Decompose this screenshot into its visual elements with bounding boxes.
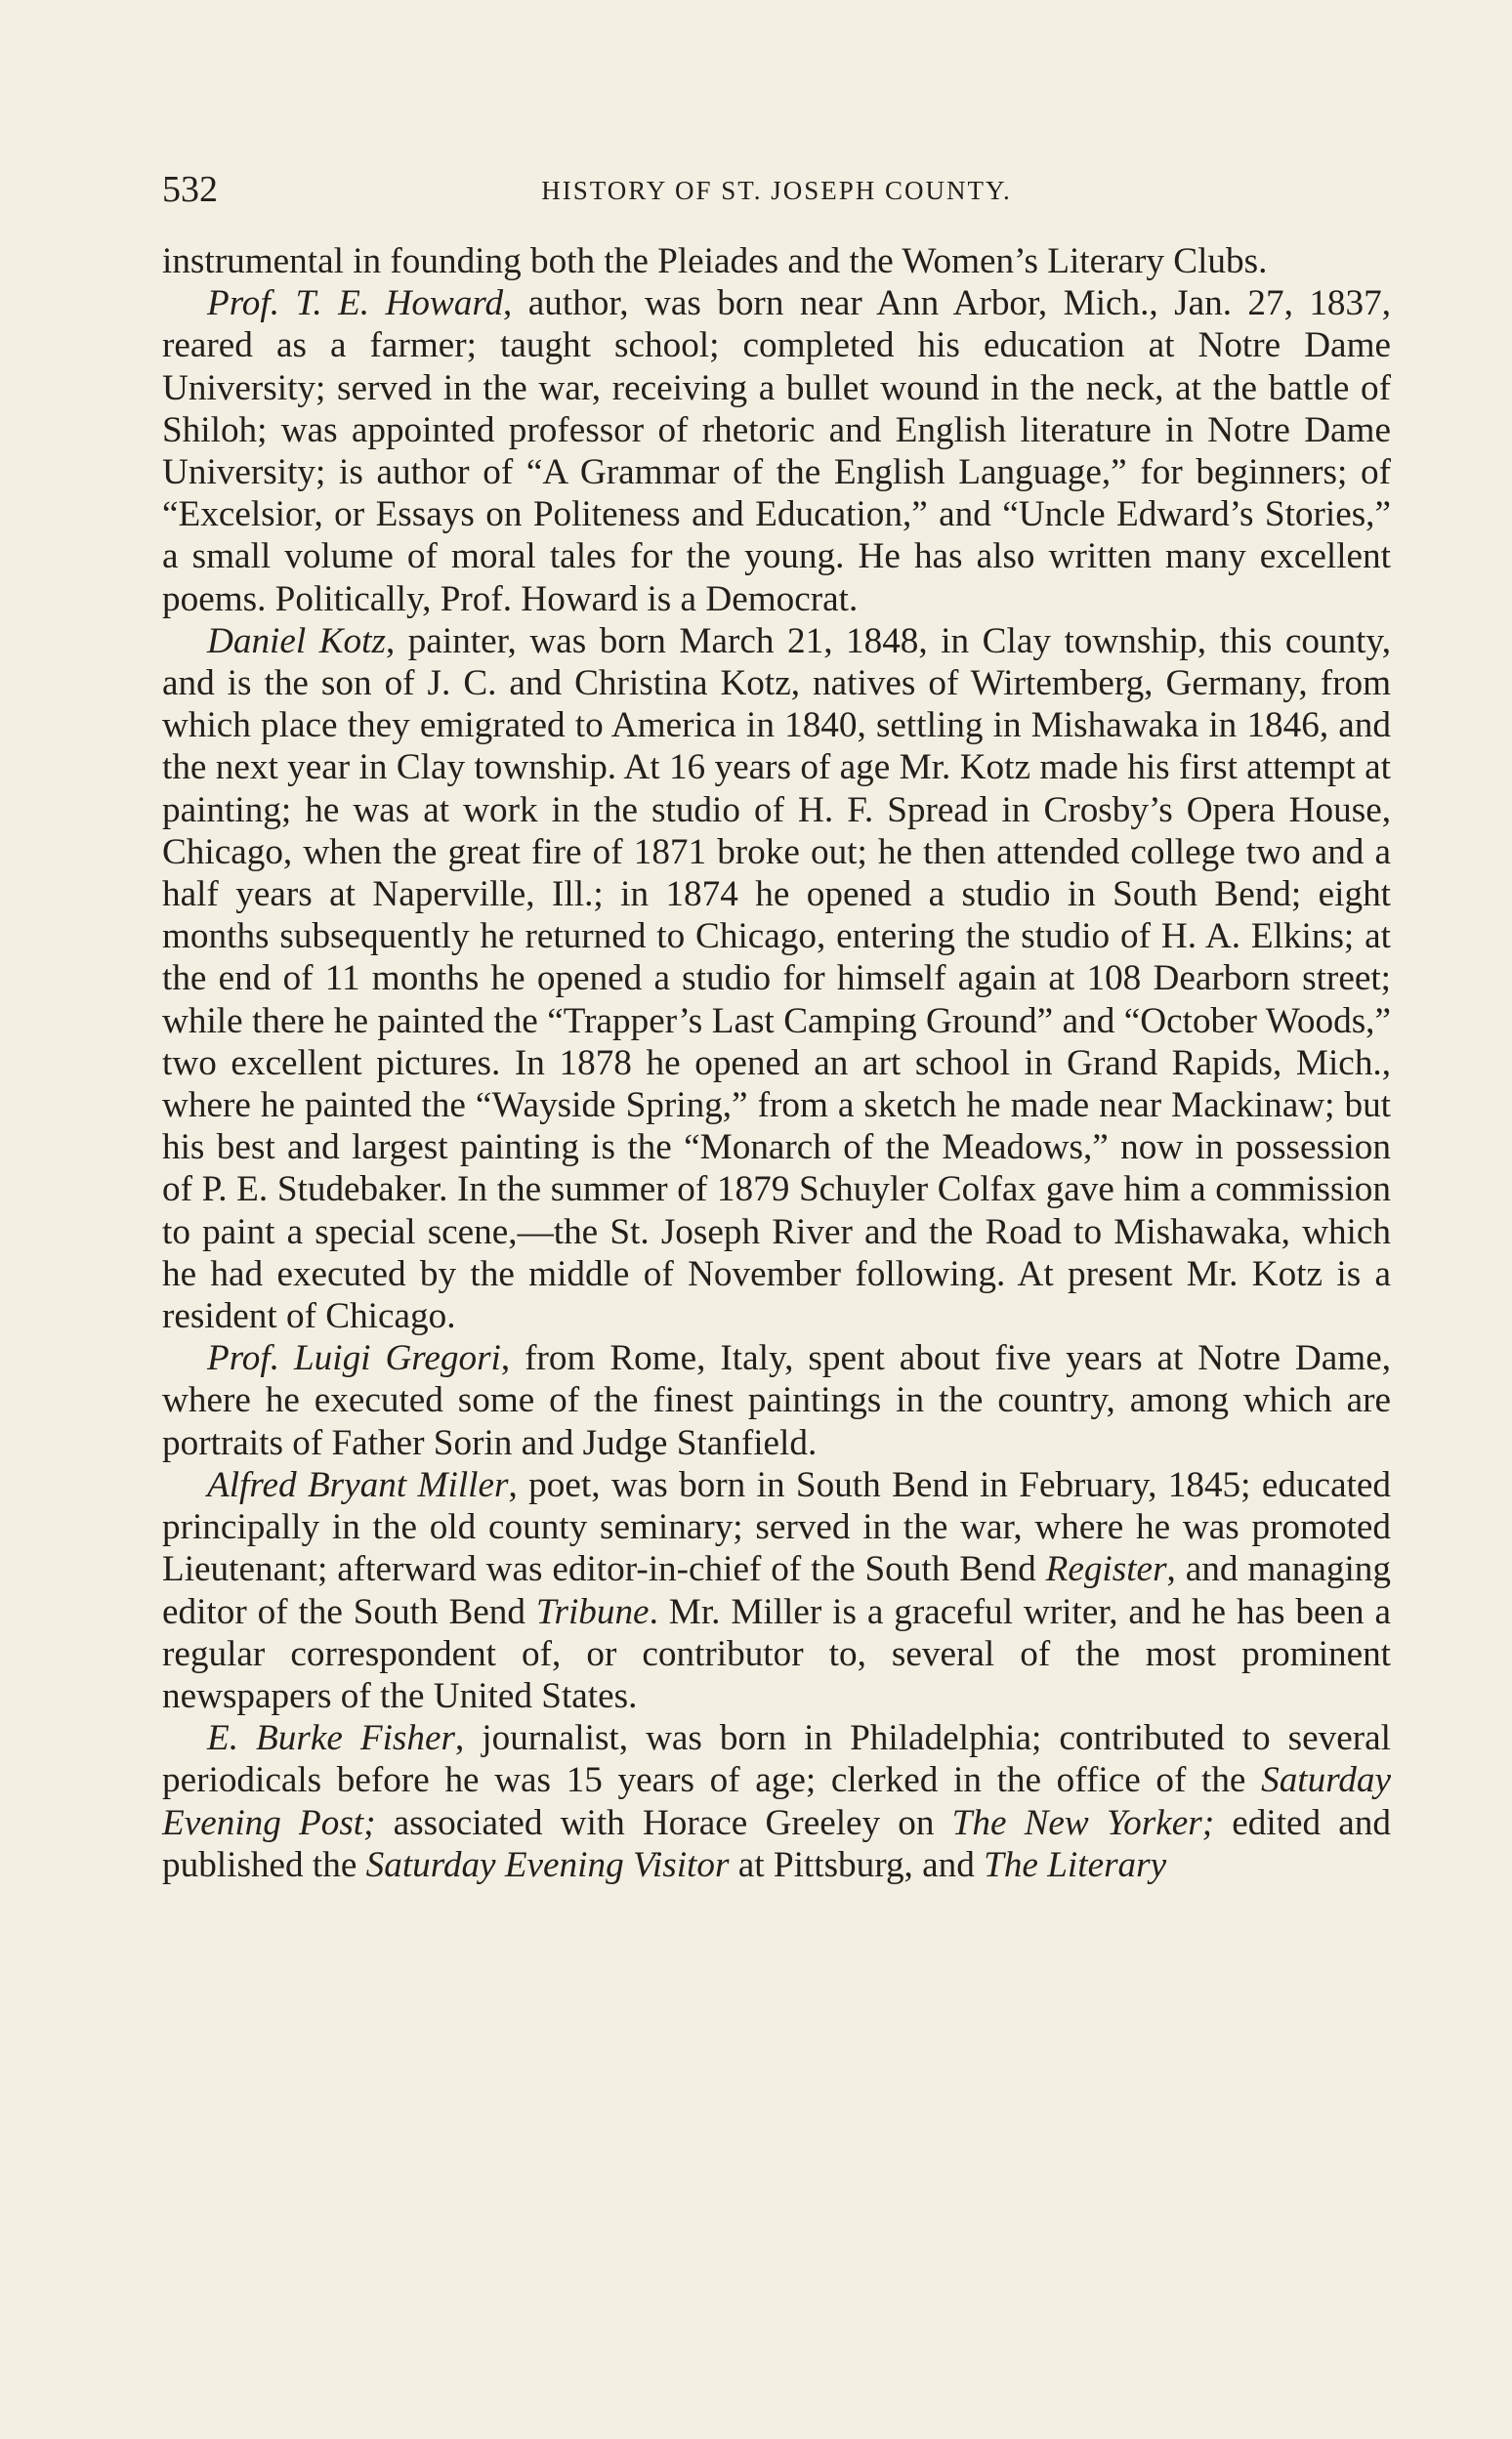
page-header	[162, 156, 1391, 215]
paragraph-text: associated with Horace Greeley on	[375, 1802, 952, 1843]
paragraph-gregori	[162, 1337, 1391, 1464]
paragraph-text: . Mr. Miller is a graceful writer, and he has been a regular correspondent of, or contributor to, several of the most prominent newspapers of the United States.	[162, 1591, 1391, 1716]
publication-title: Register	[1045, 1549, 1167, 1590]
paragraph-continuation	[162, 240, 1391, 282]
paragraph-text: instrumental in founding both the Pleiades and the Women’s Literary Clubs.	[162, 241, 1268, 281]
page-body	[162, 240, 1391, 1886]
paragraph-kotz	[162, 620, 1391, 1337]
publication-title: The Literary	[984, 1844, 1167, 1885]
paragraph-text: edited and published the	[162, 1802, 1391, 1885]
publication-title: Tribune	[535, 1591, 650, 1632]
running-title: HISTORY OF ST. JOSEPH COUNTY.	[541, 176, 1012, 205]
paragraph-text: , poet, was born in South Bend in February, 1845; educated principally in the old county seminary; served in the war, where he was promoted Lieutenant; afterward was editor-in-chief of the South Bend	[162, 1464, 1392, 1590]
book-page	[162, 156, 1391, 1886]
page-number: 532	[162, 169, 218, 210]
paragraph-fisher	[162, 1717, 1391, 1886]
person-name: Alfred Bryant Miller	[207, 1464, 509, 1505]
paragraph-text: , painter, was born March 21, 1848, in Clay township, this county, and is the son of J. C. and Christina Kotz, natives of Wirtemberg, Germany, from which place they emigrated to America in 1840, settling in Mishawaka in 1846, and the next year in Clay township. At 16 years of age Mr. Kotz made his first attempt at painting; he was at work in the studio of H. F. Spread in Crosby’s Opera House, Chicago, when the great fire of 1871 broke out; he then attended college two and a half years at Naperville, Ill.; in 1874 he opened a studio in South Bend; eight months subsequently he returned to Chicago, entering the studio of H. A. Elkins; at the end of 11 months he opened a studio for himself again at 108 Dearborn street; while there he painted the “Trapper’s Last Camping Ground” and “October Woods,” two excellent pictures. In 1878 he opened an art school in Grand Rapids, Mich., where he painted the “Wayside Spring,” from a sketch he made near Mackinaw; but his best and largest painting is the “Monarch of the Meadows,” now in possession of P. E. Studebaker. In the summer of 1879 Schuyler Colfax gave him a commission to paint a special scene,—the St. Joseph River and the Road to Mishawaka, which he had executed by the middle of November following. At present Mr. Kotz is a resident of Chicago.	[162, 620, 1391, 1337]
paragraph-text: , journalist, was born in Philadelphia; contributed to several periodicals before he was 15 years of age; clerked in the office of the	[162, 1718, 1391, 1801]
paragraph-text: , author, was born near Ann Arbor, Mich., Jan. 27, 1837, reared as a farmer; taught school; completed his education at Notre Dame University; served in the war, receiving a bullet wound in the neck, at the battle of Shiloh; was appointed professor of rhetoric and English literature in Notre Dame University; is author of “A Grammar of the English Language,” for beginners; of “Excelsior, or Essays on Politeness and Education,” and “Uncle Edward’s Stories,” a small volume of moral tales for the young. He has also written many excellent poems. Politically, Prof. Howard is a Democrat.	[162, 283, 1391, 619]
paragraph-howard	[162, 282, 1391, 620]
person-name: Daniel Kotz	[207, 620, 386, 661]
paragraph-text: , and managing editor of the South Bend	[162, 1549, 1391, 1632]
person-name: Prof. T. E. Howard	[207, 283, 504, 324]
paragraph-miller	[162, 1464, 1391, 1717]
publication-title: Saturday Evening Visitor	[365, 1844, 730, 1885]
person-name: Prof. Luigi Gregori	[207, 1338, 501, 1379]
paragraph-text: at Pittsburg, and	[729, 1844, 985, 1885]
paragraph-text: , from Rome, Italy, spent about five years at Notre Dame, where he executed some of the finest paintings in the country, among which are portraits of Father Sorin and Judge Stanfield.	[162, 1338, 1391, 1463]
person-name: E. Burke Fisher	[207, 1718, 455, 1759]
publication-title: The New Yorker;	[951, 1802, 1215, 1843]
publication-title: Saturday Evening Post;	[162, 1760, 1391, 1843]
